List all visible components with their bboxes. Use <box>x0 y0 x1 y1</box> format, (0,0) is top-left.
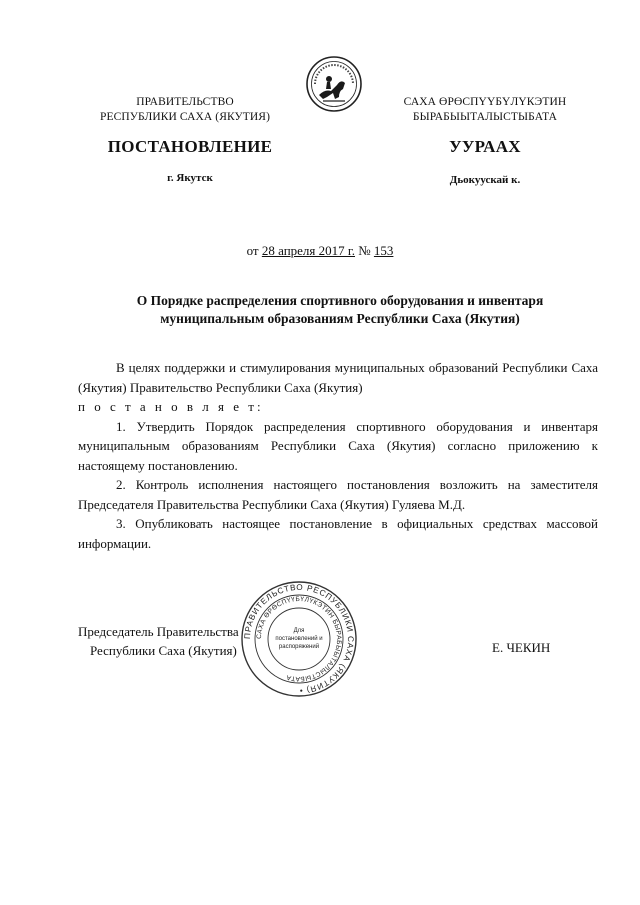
city-sakha: Дьокуускай к. <box>449 174 521 186</box>
stamp-center-line3: распоряжений <box>278 644 320 650</box>
stamp-inner-text: САХА ӨРӨСПҮҮБҮЛҮКЭТИН БЫРАБЫЫТАЛЫСТЫБАТА <box>255 595 343 683</box>
stamp-outer-text: ПРАВИТЕЛЬСТВО РЕСПУБЛИКИ САХА (ЯКУТИЯ) • <box>242 582 356 696</box>
stamp-center-line1: Для <box>293 628 305 634</box>
date-prefix: от <box>246 243 259 258</box>
coat-of-arms-emblem <box>305 55 363 113</box>
city-ru: г. Якутск <box>167 172 213 184</box>
header-right-line2: БЫРАБЫЫТАЛЫСТЫБАТА <box>412 111 558 123</box>
document-type-sakha: УУРААХ <box>449 137 521 156</box>
signatory-position-line1: Председатель Правительства <box>78 624 239 639</box>
signatory-position <box>78 622 239 660</box>
document-body <box>78 358 598 553</box>
official-stamp <box>240 580 358 698</box>
document-number: 153 <box>373 243 394 258</box>
signatory-position-line2: Республики Саха (Якутия) <box>90 643 237 658</box>
document-type-ru: ПОСТАНОВЛЕНИЕ <box>107 137 273 156</box>
stamp-center-line2: постановлений и <box>275 636 323 642</box>
header-right <box>385 95 585 125</box>
header-left-line2: РЕСПУБЛИКИ САХА (ЯКУТИЯ) <box>99 111 270 123</box>
header-left <box>80 95 290 125</box>
body-intro: В целях поддержки и стимулирования муниципальных образований Республики Саха (Якутия) Правительство Республики Саха (Якутия) <box>78 360 598 395</box>
body-item-3: 3. Опубликовать настоящее постановление в официальных средствах массовой информации. <box>78 516 598 551</box>
body-resolves: п о с т а н о в л я е т: <box>78 399 264 414</box>
signatory-name: Е. ЧЕКИН <box>492 640 551 655</box>
body-item-2: 2. Контроль исполнения настоящего постановления возложить на заместителя Председателя Правительства Республики Саха (Якутия) Гуляева М.Д. <box>78 477 598 512</box>
number-prefix: № <box>358 243 371 258</box>
document-date: 28 апреля 2017 г. <box>261 243 356 258</box>
document-title-line1: О Порядке распределения спортивного оборудования и инвентаря <box>136 293 544 308</box>
body-item-1: 1. Утвердить Порядок распределения спортивного оборудования и инвентаря муниципальным образованиям Республики Саха (Якутия) согласно приложению к настоящему постановлению. <box>78 418 598 473</box>
header-right-line1: САХА ӨРӨСПҮҮБҮЛҮКЭТИН <box>403 96 567 108</box>
document-title-line2: муниципальным образованиям Республики Саха (Якутия) <box>160 311 520 326</box>
date-line <box>0 243 640 259</box>
document-title <box>80 292 600 328</box>
header-left-line1: ПРАВИТЕЛЬСТВО <box>136 96 234 108</box>
